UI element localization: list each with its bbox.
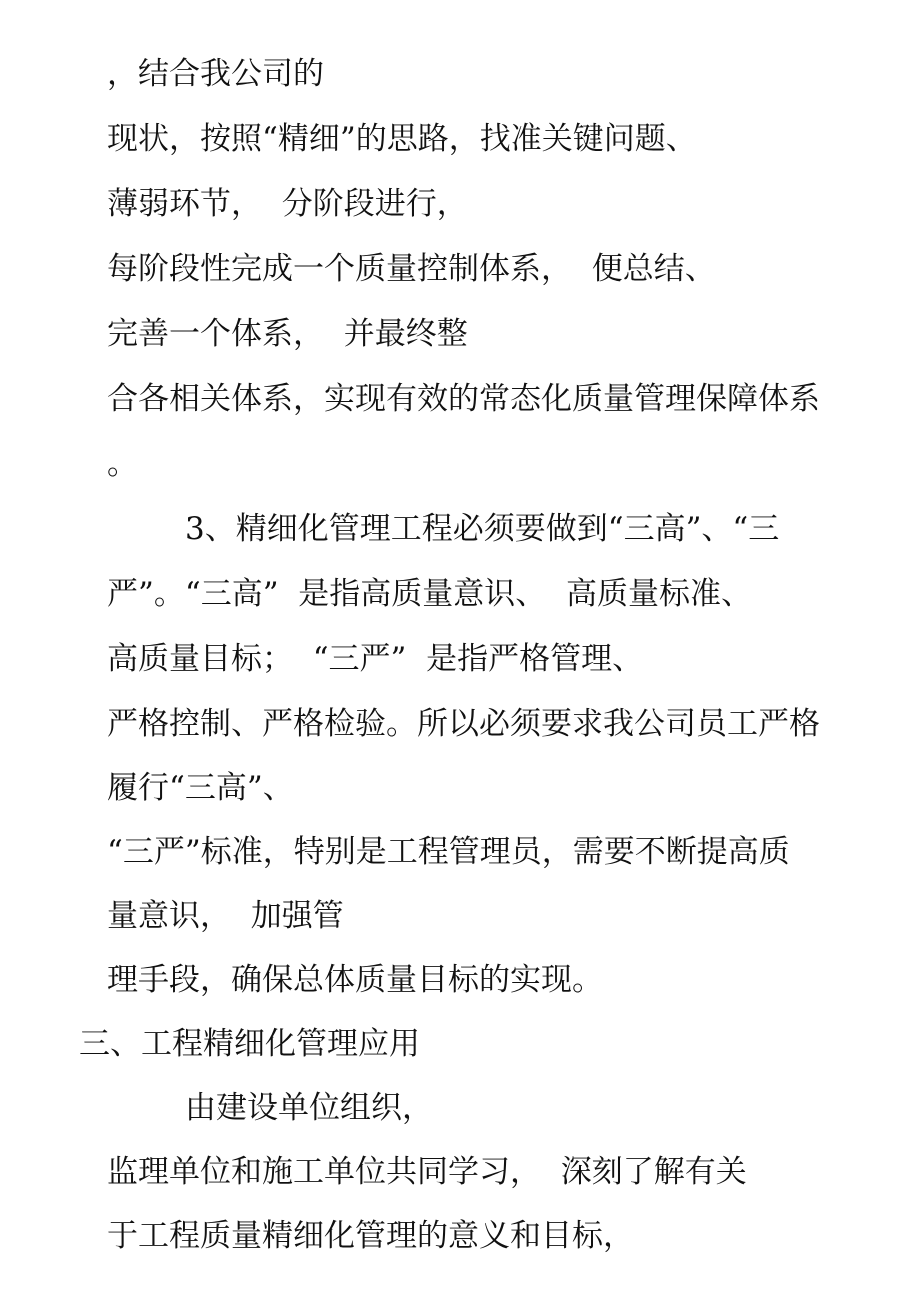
text-line: 严格控制、严格检验。所以必须要求我公司员工严格 bbox=[107, 706, 820, 742]
text-line: 现状，按照“精细”的思路，找准关键问题、 bbox=[107, 121, 697, 157]
text-line: 严”。“三高” 是指高质量意识、 高质量标准、 bbox=[107, 576, 752, 612]
text-line: ，结合我公司的 bbox=[107, 56, 324, 92]
text-line: 理手段，确保总体质量目标的实现。 bbox=[107, 962, 603, 998]
text-line: 监理单位和施工单位共同学习， 深刻了解有关 bbox=[107, 1154, 747, 1190]
text-line: 于工程质量精细化管理的意义和目标， bbox=[107, 1218, 634, 1254]
text-line: 完善一个体系， 并最终整 bbox=[107, 316, 468, 352]
text-line: 。 bbox=[107, 446, 138, 482]
text-line: 由建设单位组织， bbox=[185, 1090, 433, 1126]
section-heading: 三、工程精细化管理应用 bbox=[79, 1026, 420, 1062]
text-line: 高质量目标； “三严” 是指严格管理、 bbox=[107, 641, 644, 677]
text-line: 薄弱环节， 分阶段进行， bbox=[107, 186, 468, 222]
text-line: “三严”标准，特别是工程管理员，需要不断提高质 bbox=[107, 834, 790, 870]
text-line: 3、精细化管理工程必须要做到“三高”、“三 bbox=[185, 511, 780, 547]
text-line: 量意识， 加强管 bbox=[107, 898, 344, 934]
text-line: 合各相关体系，实现有效的常态化质量管理保障体系 bbox=[107, 381, 820, 417]
text-line: 每阶段性完成一个质量控制体系， 便总结、 bbox=[107, 251, 716, 287]
text-line: 履行“三高”、 bbox=[107, 770, 294, 806]
